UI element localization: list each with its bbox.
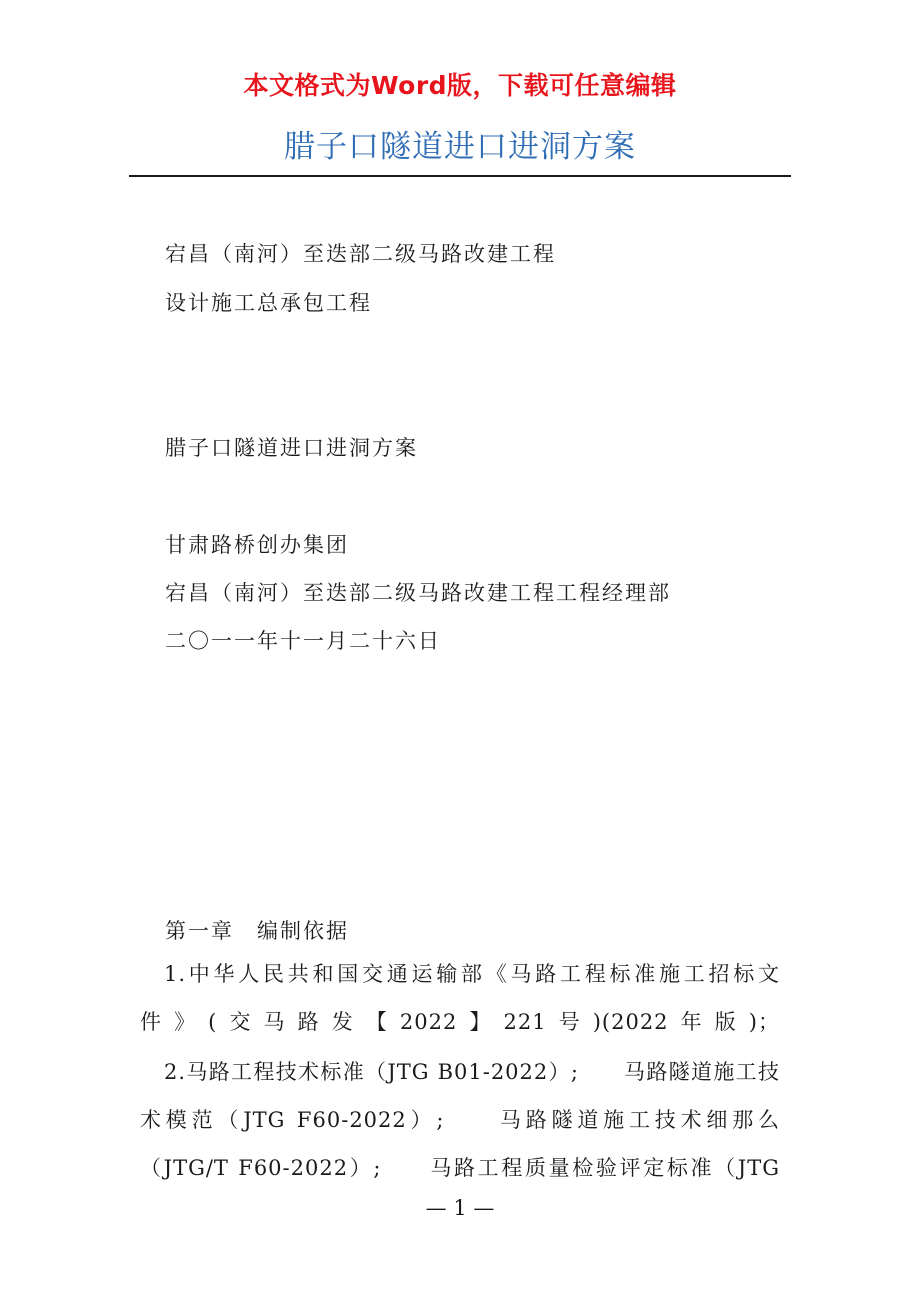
document-title: 腊子口隧道进口进洞方案 [284, 129, 636, 165]
cover-date: 二〇一一年十一月二十六日 [165, 629, 441, 653]
basis-item-2 [140, 1048, 780, 1192]
basis-item-1 [140, 950, 780, 1046]
title-divider [129, 175, 791, 177]
page-number: — 1 — [425, 1196, 495, 1220]
basis-item-2-line3: （JTG/T F60-2022）; 马路工程质量检验评定标准（JTG [140, 1156, 780, 1180]
basis-item-1-line1: 1.中华人民共和国交通运输部《马路工程标准施工招标文 [164, 962, 780, 986]
cover-project-line2: 设计施工总承包工程 [165, 291, 372, 315]
cover-plan-title: 腊子口隧道进口进洞方案 [165, 436, 418, 460]
cover-project-line1: 宕昌（南河）至迭部二级马路改建工程 [165, 242, 556, 266]
basis-item-2-line1: 2.马路工程技术标准（JTG B01-2022）; 马路隧道施工技 [164, 1060, 780, 1084]
basis-item-2-line2: 术模范（JTG F60-2022）; 马路隧道施工技术细那么 [140, 1108, 780, 1132]
cover-company: 甘肃路桥创办集团 [165, 533, 349, 557]
cover-department: 宕昌（南河）至迭部二级马路改建工程工程经理部 [165, 581, 671, 605]
download-banner: 本文格式为Word版，下载可任意编辑 [243, 71, 677, 100]
basis-item-1-line2: 件》(交马路发【2022】221号)(2022年版)； [140, 1010, 780, 1034]
chapter-heading: 第一章 编制依据 [165, 919, 349, 943]
